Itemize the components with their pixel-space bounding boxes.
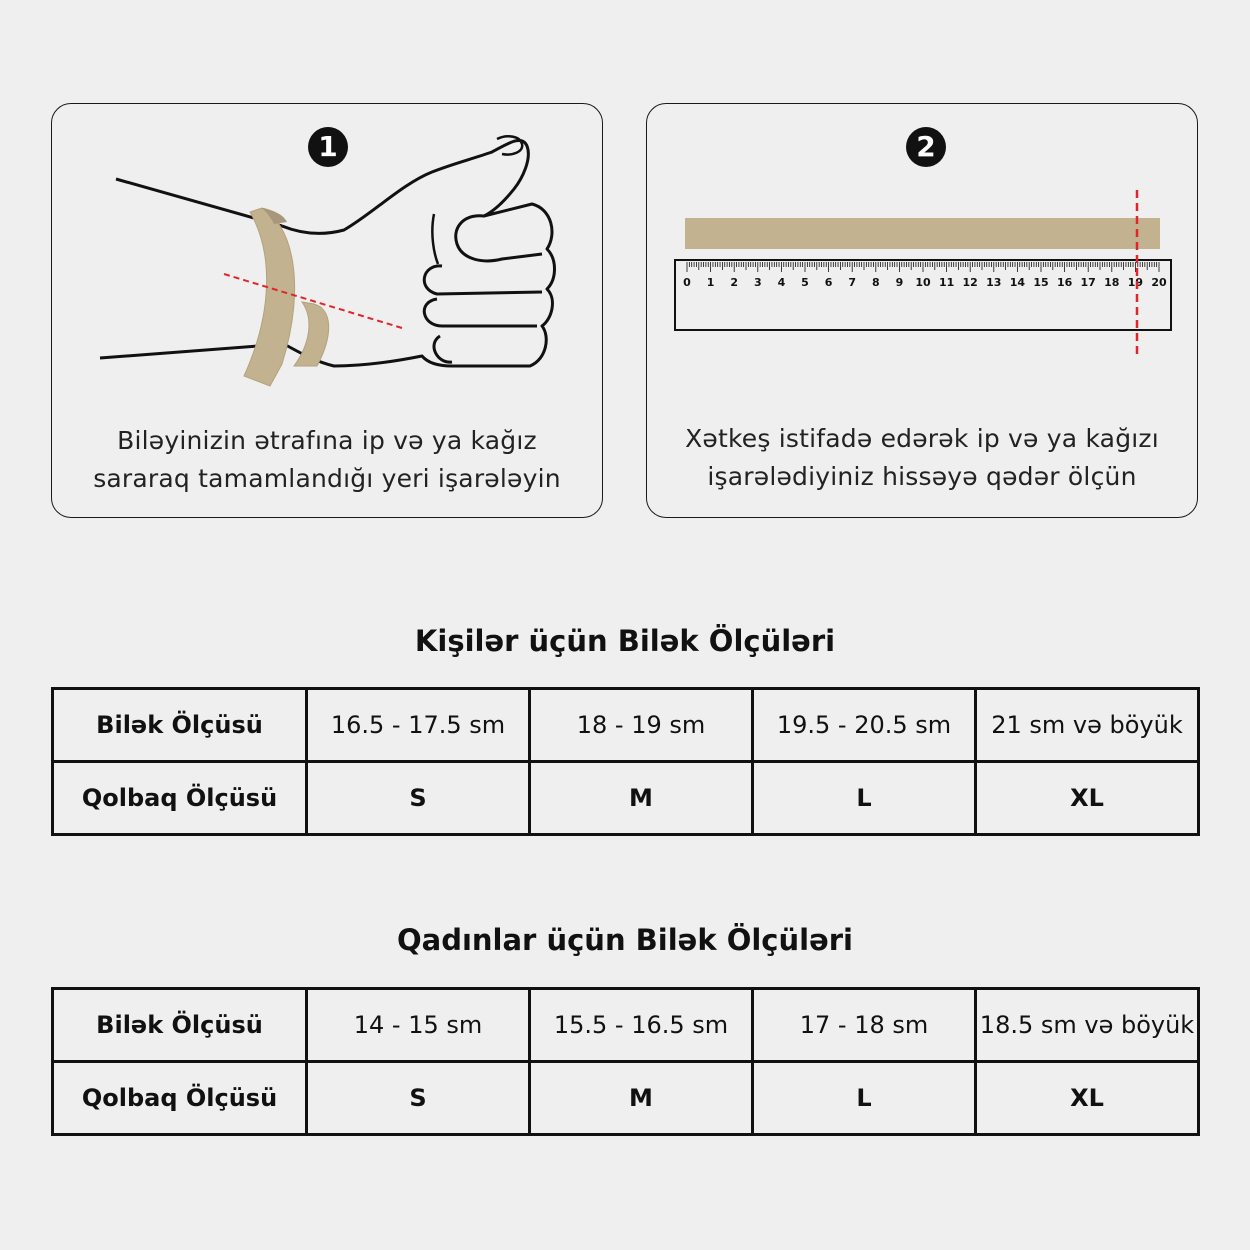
table-row [53,989,1199,1062]
ruler-label: 8 [871,276,880,289]
table-cell: 18.5 sm və böyük [976,989,1199,1062]
women-size-table [51,987,1200,1136]
ruler-label: 2 [730,276,739,289]
table-cell: L [753,762,976,835]
table-cell: 19.5 - 20.5 sm [753,689,976,762]
wrist-size-header: Bilək Ölçüsü [53,689,307,762]
wrist-size-header: Bilək Ölçüsü [53,989,307,1062]
ruler-label: 12 [962,276,978,289]
ruler-label: 19 [1127,276,1144,289]
table-cell: 17 - 18 sm [753,989,976,1062]
table-cell: L [753,1062,976,1135]
ruler-label: 7 [848,276,857,289]
step1-caption-line2: sararaq tamamlandığı yeri işarələyin [93,464,561,493]
step1-caption [51,422,603,498]
step2-caption [646,420,1198,496]
ruler-ticks [687,262,1159,272]
bracelet-size-header: Qolbaq Ölçüsü [53,1062,307,1135]
ruler-label: 10 [915,276,931,289]
ruler-label: 15 [1033,276,1049,289]
step1-caption-line1: Biləyinizin ətrafına ip və ya kağız [117,426,537,455]
ruler-label: 17 [1080,276,1096,289]
table-cell: M [530,762,753,835]
table-cell: S [307,1062,530,1135]
ruler-label: 4 [777,276,786,289]
step2-number-badge: 2 [906,127,946,167]
step1-number-badge: 1 [308,127,348,167]
ruler-label: 5 [801,276,809,289]
table-cell: 15.5 - 16.5 sm [530,989,753,1062]
ruler-label: 16 [1056,276,1073,289]
table-row [53,689,1199,762]
ruler-label: 6 [824,276,833,289]
table-cell: S [307,762,530,835]
table-row [53,762,1199,835]
ruler-label: 9 [895,276,904,289]
ruler-label: 3 [753,276,762,289]
women-table-title: Qadınlar üçün Bilək Ölçüləri [396,923,853,957]
table-cell: 14 - 15 sm [307,989,530,1062]
table-cell: XL [976,762,1199,835]
ruler-label: 14 [1009,276,1026,289]
table-row [53,1062,1199,1135]
men-table-title: Kişilər üçün Bilək Ölçüləri [414,624,836,658]
table-cell: 18 - 19 sm [530,689,753,762]
ruler-label: 20 [1151,276,1167,289]
bracelet-size-header: Qolbaq Ölçüsü [53,762,307,835]
measured-strip [685,218,1160,249]
men-size-table [51,687,1200,836]
step2-caption-line2: işarələdiyiniz hissəyə qədər ölçün [707,462,1137,491]
step2-caption-line1: Xətkeş istifadə edərək ip və ya kağızı [685,424,1159,453]
table-cell: M [530,1062,753,1135]
ruler-label: 13 [986,276,1002,289]
ruler-label: 0 [683,276,691,289]
table-cell: XL [976,1062,1199,1135]
ruler-label: 18 [1104,276,1120,289]
table-cell: 21 sm və böyük [976,689,1199,762]
ruler-labels [683,276,1167,289]
ruler-label: 11 [938,276,955,289]
table-cell: 16.5 - 17.5 sm [307,689,530,762]
ruler-label: 1 [706,276,715,289]
